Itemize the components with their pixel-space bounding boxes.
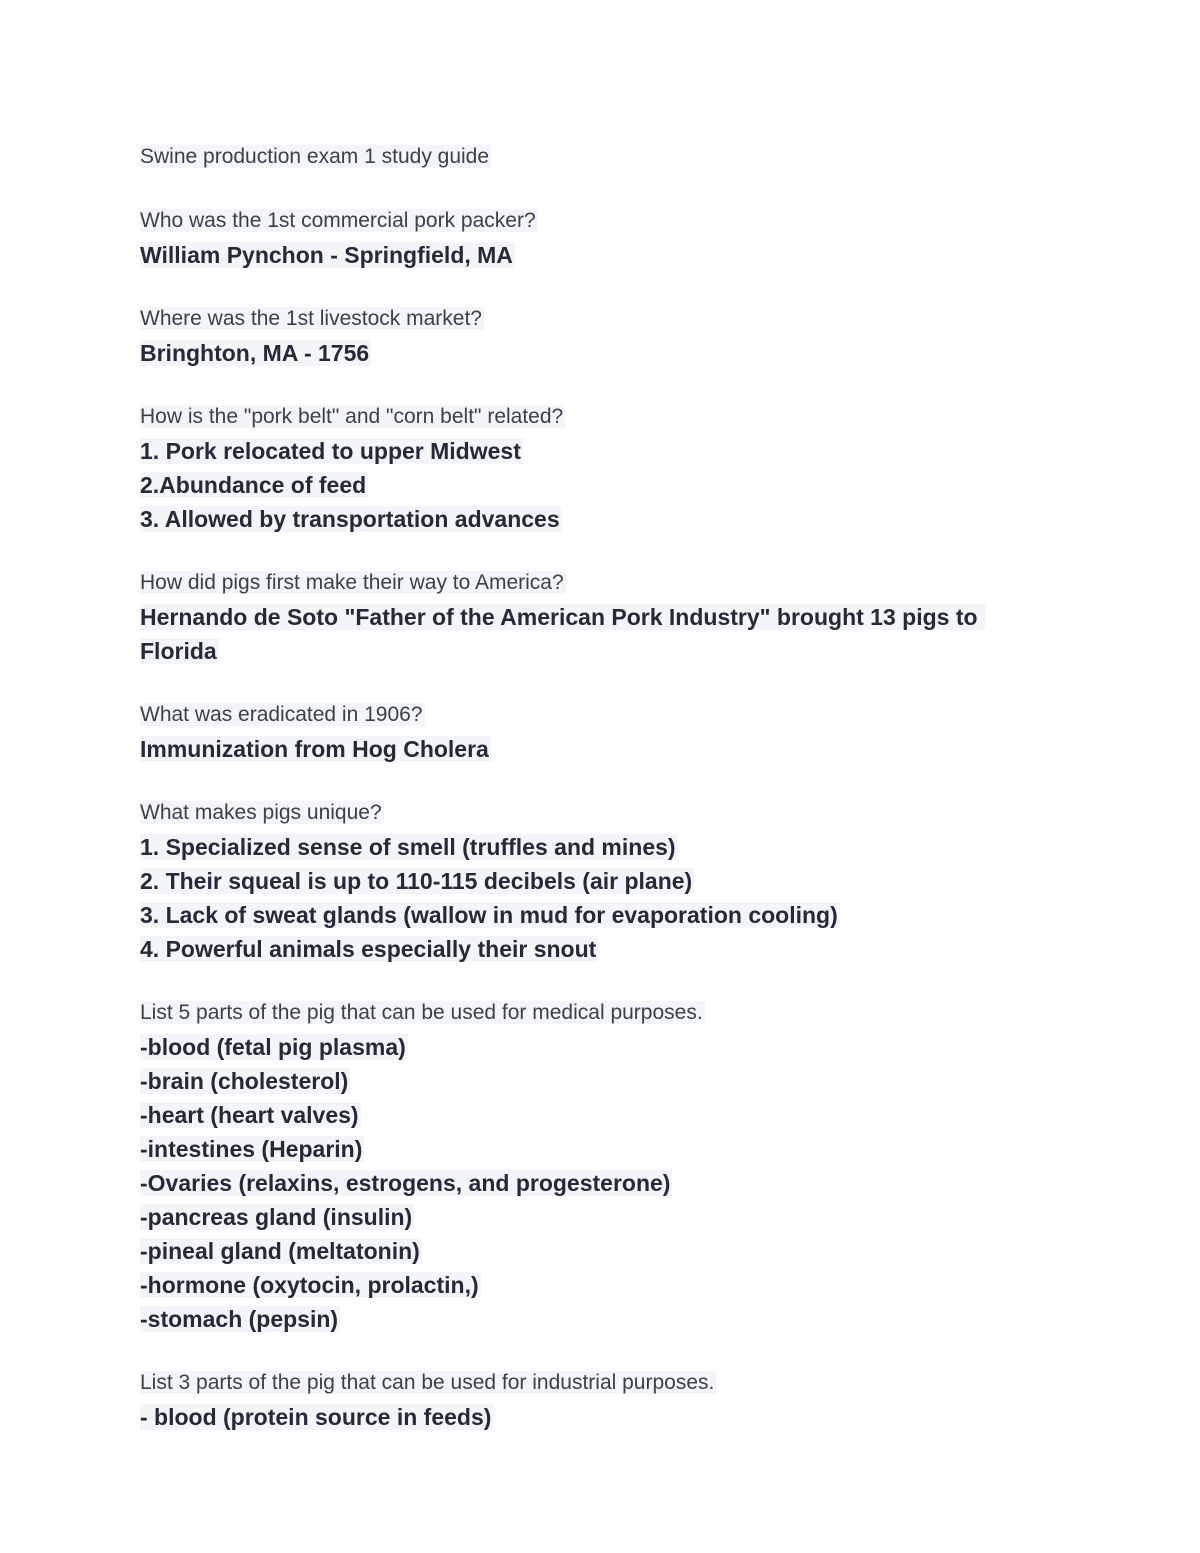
answer-6-item: 3. Lack of sweat glands (wallow in mud for evaporation cooling) bbox=[140, 902, 838, 928]
answer-7-item: -brain (cholesterol) bbox=[140, 1068, 349, 1094]
spacer bbox=[140, 272, 1040, 302]
document-content bbox=[140, 140, 1040, 1434]
spacer bbox=[140, 174, 1040, 204]
answer-7-item: -stomach (pepsin) bbox=[140, 1306, 339, 1332]
answer-3-item: 2.Abundance of feed bbox=[140, 472, 367, 498]
spacer bbox=[140, 536, 1040, 566]
document-title: Swine production exam 1 study guide bbox=[140, 145, 490, 168]
answer-5: Immunization from Hog Cholera bbox=[140, 736, 489, 762]
answer-6-item: 1. Specialized sense of smell (truffles and mines) bbox=[140, 834, 676, 860]
spacer bbox=[140, 1336, 1040, 1366]
answer-7-item: -pineal gland (meltatonin) bbox=[140, 1238, 420, 1264]
answer-7-item: -blood (fetal pig plasma) bbox=[140, 1034, 406, 1060]
spacer bbox=[140, 766, 1040, 796]
answer-7-item: -Ovaries (relaxins, estrogens, and progesterone) bbox=[140, 1170, 671, 1196]
answer-7-item: -pancreas gland (insulin) bbox=[140, 1204, 413, 1230]
answer-8: - blood (protein source in feeds) bbox=[140, 1404, 492, 1430]
question-5: What was eradicated in 1906? bbox=[140, 703, 423, 726]
answer-6-item: 2. Their squeal is up to 110-115 decibels (air plane) bbox=[140, 868, 693, 894]
answer-4: Hernando de Soto "Father of the American Pork Industry" brought 13 pigs to Florida bbox=[140, 604, 984, 664]
question-4: How did pigs first make their way to America? bbox=[140, 571, 564, 594]
answer-6-item: 4. Powerful animals especially their snout bbox=[140, 936, 597, 962]
question-3: How is the "pork belt" and "corn belt" related? bbox=[140, 405, 564, 428]
question-1: Who was the 1st commercial pork packer? bbox=[140, 209, 536, 232]
question-2: Where was the 1st livestock market? bbox=[140, 307, 482, 330]
answer-3-item: 1. Pork relocated to upper Midwest bbox=[140, 438, 521, 464]
answer-7-item: -hormone (oxytocin, prolactin,) bbox=[140, 1272, 479, 1298]
question-7: List 5 parts of the pig that can be used for medical purposes. bbox=[140, 1001, 703, 1024]
answer-7-item: -heart (heart valves) bbox=[140, 1102, 359, 1128]
answer-7-item: -intestines (Heparin) bbox=[140, 1136, 363, 1162]
answer-1: William Pynchon - Springfield, MA bbox=[140, 242, 513, 268]
answer-2: Bringhton, MA - 1756 bbox=[140, 340, 370, 366]
question-6: What makes pigs unique? bbox=[140, 801, 382, 824]
spacer bbox=[140, 966, 1040, 996]
spacer bbox=[140, 668, 1040, 698]
spacer bbox=[140, 370, 1040, 400]
answer-3-item: 3. Allowed by transportation advances bbox=[140, 506, 560, 532]
question-8: List 3 parts of the pig that can be used for industrial purposes. bbox=[140, 1371, 715, 1394]
